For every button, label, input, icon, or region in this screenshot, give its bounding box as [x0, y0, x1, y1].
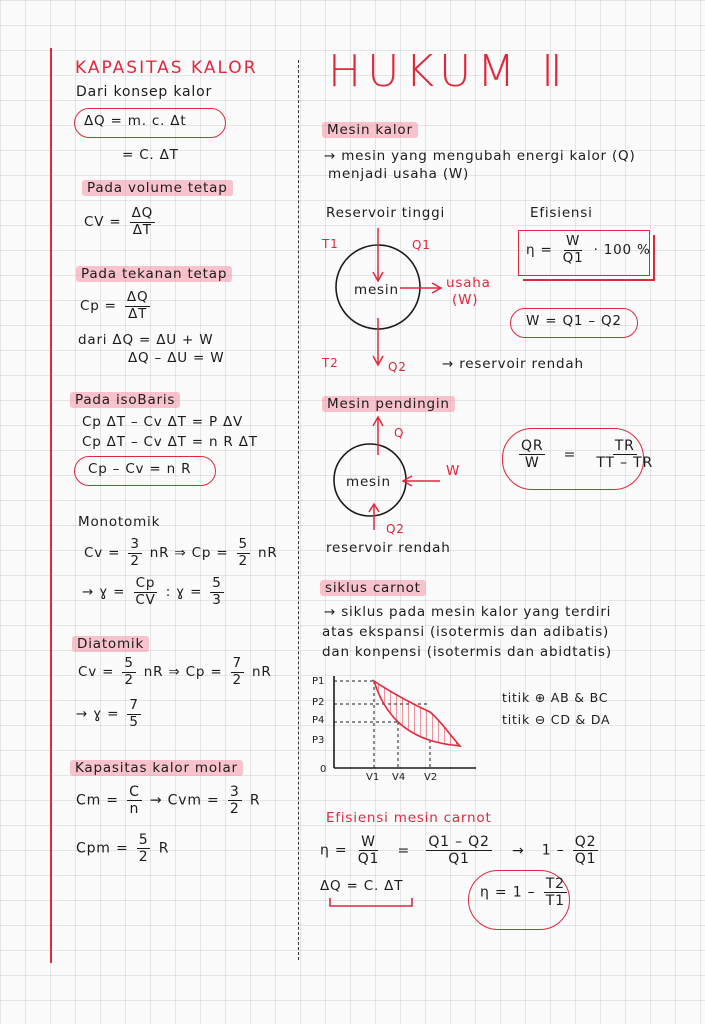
p2-label: P2 [312, 697, 325, 708]
efisiensi-carnot-title: Efisiensi mesin carnot [326, 810, 492, 826]
cop-rhs-fraction [594, 438, 655, 471]
mono-cp-fraction [237, 537, 250, 569]
isobaris-line-1: Cp ΔT – Cv ΔT = P ΔV [82, 414, 244, 430]
siklus-desc-3: dan konpensi (isotermis dan abidtatis) [322, 644, 612, 660]
cop-equation [516, 438, 658, 471]
dia-gamma-den: 5 [129, 713, 139, 730]
efisiensi-label: Efisiensi [530, 205, 593, 221]
t1-label: T1 [322, 237, 339, 251]
cp-equation [80, 290, 153, 322]
carnot-w: W [361, 834, 376, 850]
q1-label: Q1 [412, 238, 431, 252]
cvm-den: 2 [229, 801, 240, 818]
eq-dq-lhs: ΔQ = m. c. Δt [84, 113, 187, 129]
mono-gamma-equation [82, 576, 227, 608]
mono-cv-num: 3 [130, 536, 140, 552]
cv-fraction [130, 206, 155, 238]
origin-label: 0 [320, 764, 328, 775]
cm-num: C [129, 784, 140, 800]
pada-volume-tetap [82, 180, 233, 196]
mono-gamma-fraction [133, 576, 157, 608]
carnot-den: Q1 [448, 851, 470, 868]
dia-cp-den: 2 [232, 671, 242, 688]
cvm-num: 3 [229, 784, 240, 800]
carnot-num: Q1 – Q2 [428, 834, 490, 850]
mono-cp-num: 5 [238, 536, 248, 552]
mono-gamma-v-num: 5 [212, 575, 222, 591]
cm-mid: → Cvm = [149, 792, 220, 809]
cop-rhs-den: TT – TR [596, 455, 654, 472]
cop-den: W [524, 455, 540, 472]
v1-label: V1 [366, 772, 380, 783]
titik-minus: titik ⊖ CD & DA [502, 712, 611, 727]
cp-lhs: Cp = [80, 298, 117, 315]
mono-gamma-value [210, 576, 223, 608]
p3-label: P3 [312, 735, 325, 746]
mesin-kalor-desc-1: → mesin yang mengubah energi kalor (Q) [324, 148, 636, 164]
t2-label: T2 [322, 356, 339, 370]
dia-cp-num: 7 [232, 655, 242, 671]
w-arrowhead [432, 283, 441, 293]
reservoir-rendah-arrow: → reservoir rendah [442, 356, 584, 372]
cvm-tail: R [249, 792, 261, 809]
center-divider [298, 60, 299, 960]
mono-gamma-mid: : ɣ = [165, 584, 203, 601]
dq-c-dt: ΔQ = C. ΔT [320, 878, 404, 894]
dq-minus-du: ΔQ – ΔU = W [128, 350, 225, 366]
kapasitas-kalor-title: KAPASITAS KALOR [75, 58, 258, 78]
v2-label: V2 [424, 772, 438, 783]
pend-mesin-label: mesin [346, 474, 391, 490]
diatomik-heading [72, 636, 149, 652]
mono-cv-den: 2 [130, 552, 140, 569]
cp-den: ΔT [128, 305, 148, 322]
eff-fraction [561, 234, 586, 266]
reservoir-tinggi: Reservoir tinggi [326, 205, 446, 221]
cop-fraction [519, 438, 545, 471]
diatomik-label: Diatomik [72, 636, 149, 652]
siklus-desc-2: atas ekspansi (isotermis dan adibatis) [322, 624, 610, 640]
cpm-equation [76, 832, 169, 865]
cop-rhs-num: TR [614, 438, 635, 454]
mesin-pendingin-heading [322, 396, 455, 412]
monotomik-label: Monotomik [78, 514, 161, 530]
cop-num: QR [521, 438, 544, 454]
mesin-label: mesin [354, 282, 399, 298]
carnot-q2: Q2 [574, 834, 597, 850]
hukum-title: HUKUM Ⅱ [328, 46, 569, 97]
pada-isobaris [70, 392, 180, 408]
cpm-tail: R [158, 840, 170, 857]
cv-num: ΔQ [131, 205, 154, 221]
siklus-desc-1: → siklus pada mesin kalor yang terdiri [324, 604, 612, 620]
cp-fraction [125, 290, 150, 322]
carnot-arrow: → [511, 842, 525, 859]
pada-tekanan-tetap [76, 266, 232, 282]
left-margin-line [50, 48, 52, 963]
carnot-q2q1-fraction [573, 834, 599, 867]
isobaris-line-2: Cp ΔT – Cv ΔT = n R ΔT [82, 434, 258, 450]
cop-eq-sign: = [563, 446, 577, 463]
cm-lhs: Cm = [76, 792, 119, 809]
titik-plus: titik ⊕ AB & BC [502, 690, 609, 705]
cpm-fraction [137, 832, 151, 865]
cpm-lhs: Cpm = [76, 840, 129, 857]
dia-gamma-num: 7 [129, 697, 139, 713]
kapasitas-molar-heading [70, 760, 243, 776]
dari-dq-du-w: dari ΔQ = ΔU + W [78, 332, 214, 348]
eff-den: Q1 [562, 249, 584, 266]
reservoir-rendah: reservoir rendah [326, 540, 451, 556]
mono-cv-lhs: Cv = [84, 545, 121, 562]
mono-gamma-num: Cp [135, 575, 156, 591]
carnot-q-fraction [426, 834, 491, 867]
dia-gamma-equation [76, 698, 144, 730]
dia-cv-num: 5 [124, 655, 134, 671]
carnot-q1b: Q1 [574, 851, 597, 868]
pada-tekanan-tetap-label: Pada tekanan tetap [76, 266, 232, 282]
p1-label: P1 [312, 676, 325, 687]
cvm-fraction [228, 784, 242, 817]
cp-num: ΔQ [126, 289, 149, 305]
cv-lhs: CV = [84, 214, 122, 231]
carnot-final-num: T2 [545, 876, 565, 892]
carnot-eq-sign: = [397, 842, 411, 859]
mono-cp-den: 2 [238, 552, 248, 569]
dia-cv-tail: nR ⇒ Cp = [143, 664, 223, 681]
dia-cv-equation [78, 656, 272, 688]
dia-cp-fraction [231, 656, 244, 688]
w-equation: W = Q1 – Q2 [526, 313, 622, 329]
cm-den: n [129, 801, 140, 818]
dia-gamma-lhs: → ɣ = [76, 706, 120, 723]
carnot-final-fraction [544, 876, 567, 909]
dia-gamma-fraction [127, 698, 140, 730]
pend-q-label: Q [394, 426, 405, 440]
cpm-den: 2 [138, 849, 149, 866]
pada-isobaris-label: Pada isoBaris [70, 392, 180, 408]
cm-fraction [127, 784, 142, 817]
eff-lhs: η = [526, 242, 553, 259]
carnot-final-lhs: η = 1 – [480, 884, 536, 901]
q2-arrowhead [373, 356, 383, 365]
eff-num: W [565, 233, 581, 249]
carnot-cycle [374, 681, 460, 746]
carnot-final-equation [480, 876, 570, 909]
mono-cp-tail: nR [258, 545, 278, 562]
usaha-label: usaha [446, 275, 491, 291]
mesin-kalor-heading [322, 122, 418, 138]
dia-cp-tail: nR [252, 664, 272, 681]
pada-volume-tetap-label: Pada volume tetap [82, 180, 233, 196]
mesin-kalor-label: Mesin kalor [322, 122, 418, 138]
cpm-num: 5 [138, 832, 149, 848]
siklus-carnot-label: siklus carnot [320, 580, 426, 596]
eff-tail: · 100 % [593, 242, 651, 259]
w-paren-label: (W) [452, 292, 479, 308]
eq-dq-rhs: = C. ΔT [122, 147, 179, 163]
mono-cv-equation [84, 537, 278, 569]
mono-cv-fraction [128, 537, 141, 569]
carnot-lhs: η = [320, 842, 348, 859]
mono-gamma-v-den: 3 [212, 591, 222, 608]
cv-equation [84, 206, 158, 238]
carnot-q1: Q1 [357, 851, 380, 868]
isobaris-result: Cp – Cv = n R [88, 461, 192, 477]
kapasitas-molar-label: Kapasitas kalor molar [70, 760, 243, 776]
mono-cv-tail: nR ⇒ Cp = [149, 545, 229, 562]
efisiensi-equation [526, 234, 651, 266]
pend-w-arrowhead [403, 476, 412, 486]
carnot-w-fraction [356, 834, 382, 867]
dari-konsep-kalor: Dari konsep kalor [76, 84, 212, 100]
carnot-final-den: T1 [545, 893, 565, 910]
q2-label: Q2 [388, 360, 407, 374]
q1-arrowhead [373, 272, 383, 281]
carnot-one-minus: 1 – [541, 842, 565, 859]
dia-cv-lhs: Cv = [78, 664, 115, 681]
mesin-kalor-desc-2: menjadi usaha (W) [328, 166, 470, 182]
siklus-carnot-heading [320, 580, 426, 596]
pend-q2-arrowhead [369, 504, 379, 512]
carnot-equation [320, 834, 601, 867]
mesin-pendingin-label: Mesin pendingin [322, 396, 455, 412]
pend-q-arrowhead [373, 417, 383, 426]
mono-gamma-den: CV [135, 591, 156, 608]
pend-w-label: W [446, 463, 461, 479]
cm-equation [76, 784, 260, 817]
dia-cv-den: 2 [124, 671, 134, 688]
cv-den: ΔT [132, 221, 152, 238]
pend-q2-label: Q2 [386, 522, 405, 536]
p4-label: P4 [312, 715, 325, 726]
v4-label: V4 [392, 772, 406, 783]
dia-cv-fraction [122, 656, 135, 688]
mono-gamma-lhs: → ɣ = [82, 584, 126, 601]
